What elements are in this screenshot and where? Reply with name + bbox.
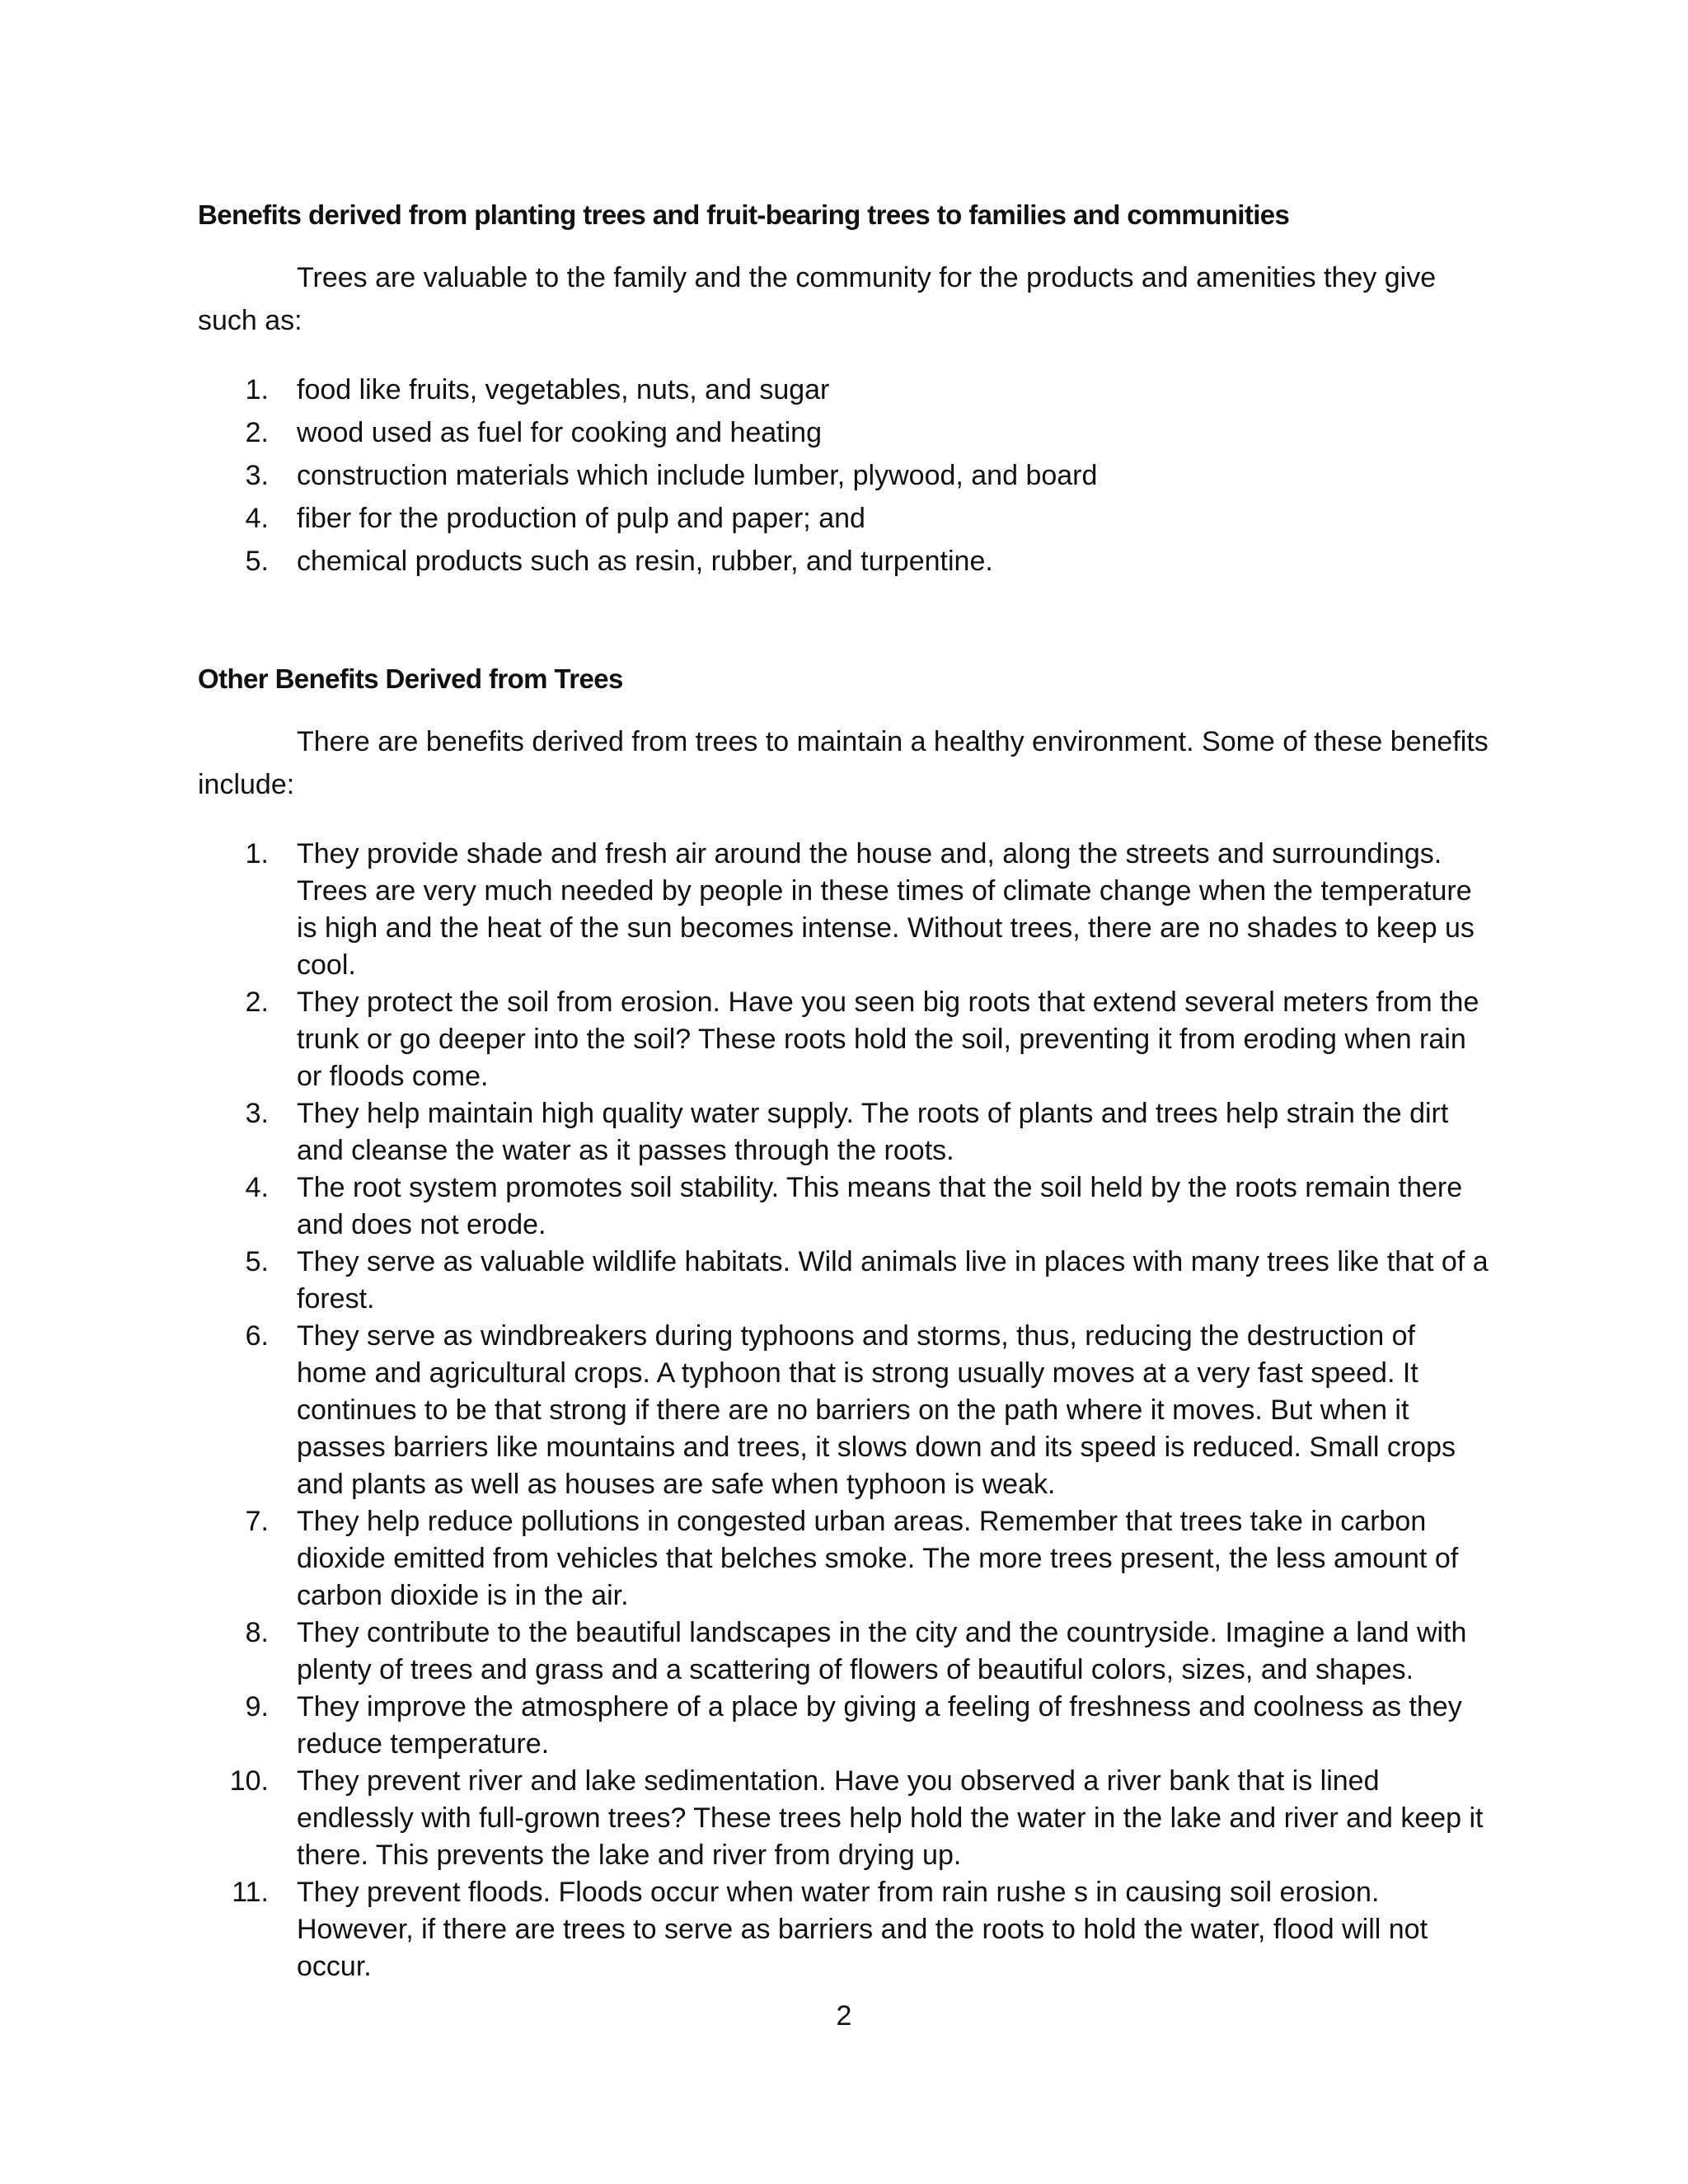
- list-item: [198, 1615, 1490, 1689]
- list-item: [198, 1503, 1490, 1615]
- list-item-number: 8.: [245, 1617, 269, 1648]
- list-item-number: 2.: [245, 417, 269, 448]
- list-item-number: 10.: [229, 1765, 269, 1797]
- list-item: [198, 411, 1490, 454]
- list-item-text: wood used as fuel for cooking and heating: [297, 417, 823, 448]
- list-item-text: They protect the soil from erosion. Have you seen big roots that extend several meters from the trunk or go deeper into the soil? These roots hold the soil, preventing it from eroding when rain or floods come.: [297, 987, 1479, 1092]
- list-item-number: 5.: [245, 546, 269, 577]
- section1-intro: Trees are valuable to the family and the community for the products and amenities they give such as:: [198, 262, 1437, 336]
- list-item-text: The root system promotes soil stability. This means that the soil held by the roots remain there and does not erode.: [297, 1172, 1463, 1240]
- list-item: [198, 1095, 1490, 1169]
- list-item-number: 3.: [245, 460, 269, 491]
- list-item-text: fiber for the production of pulp and paper; and: [297, 503, 865, 534]
- section2-intro: There are benefits derived from trees to maintain a healthy environment. Some of these benefits include:: [198, 726, 1489, 800]
- list-item-text: They serve as windbreakers during typhoons and storms, thus, reducing the destruction of home and agricultural crops. A typhoon that is strong usually moves at a very fast speed. It continues to be that strong if there are no barriers on the path where it moves. But when it passes barriers like mountains and trees, it slows down and its speed is reduced. Small crops and plants as well as houses are safe when typhoon is weak.: [297, 1320, 1456, 1500]
- list-item-number: 1.: [245, 374, 269, 405]
- list-item: [198, 1689, 1490, 1763]
- products-list: [198, 368, 1490, 583]
- list-item-number: 3.: [245, 1098, 269, 1129]
- list-item-number: 2.: [245, 987, 269, 1018]
- list-item-text: They contribute to the beautiful landscapes in the city and the countryside. Imagine a land with plenty of trees and grass and a scattering of flowers of beautiful colors, sizes, and shapes.: [297, 1617, 1467, 1685]
- list-item: [198, 368, 1490, 411]
- list-item-text: They help reduce pollutions in congested urban areas. Remember that trees take in carbon dioxide emitted from vehicles that belches smoke. The more trees present, the less amount of carbon dioxide is in the air.: [297, 1506, 1459, 1611]
- list-item-number: 9.: [245, 1691, 269, 1722]
- list-item-text: They prevent river and lake sedimentation. Have you observed a river bank that is lined endlessly with full-grown trees? These trees help hold the water in the lake and river and keep it there. This prevents the lake and river from drying up.: [297, 1765, 1484, 1871]
- list-item: [198, 540, 1490, 583]
- list-item-number: 7.: [245, 1506, 269, 1537]
- list-item: [198, 1169, 1490, 1244]
- page-content: [198, 196, 1490, 1985]
- list-item-text: They serve as valuable wildlife habitats. Wild animals live in places with many trees like that of a forest.: [297, 1246, 1489, 1315]
- page-number: 2: [836, 2000, 852, 2032]
- list-item-number: 4.: [245, 1172, 269, 1203]
- list-item-text: They prevent floods. Floods occur when water from rain rushe s in causing soil erosion. However, if there are trees to serve as barriers and the roots to hold the water, flood will not occur.: [297, 1877, 1428, 1982]
- list-item: [198, 454, 1490, 497]
- list-item-text: construction materials which include lumber, plywood, and board: [297, 460, 1098, 491]
- list-item: [198, 836, 1490, 984]
- list-item-number: 1.: [245, 838, 269, 869]
- list-item-number: 6.: [245, 1320, 269, 1352]
- list-item: [198, 1318, 1490, 1503]
- list-item-text: food like fruits, vegetables, nuts, and sugar: [297, 374, 830, 405]
- list-item-text: They provide shade and fresh air around the house and, along the streets and surroundings. Trees are very much needed by people in these times of climate change when the temperature is high and the heat of the sun becomes intense. Without trees, there are no shades to keep us cool.: [297, 838, 1475, 981]
- list-item-text: They help maintain high quality water supply. The roots of plants and trees help strain the dirt and cleanse the water as it passes through the roots.: [297, 1098, 1449, 1166]
- list-item-number: 11.: [232, 1877, 269, 1908]
- list-item: [198, 1874, 1490, 1985]
- list-item: [198, 1244, 1490, 1318]
- list-item-number: 4.: [245, 503, 269, 534]
- list-item: [198, 984, 1490, 1095]
- section2-heading: Other Benefits Derived from Trees: [198, 663, 623, 694]
- list-item-number: 5.: [245, 1246, 269, 1277]
- list-item-text: chemical products such as resin, rubber, and turpentine.: [297, 546, 993, 577]
- list-item-text: They improve the atmosphere of a place by giving a feeling of freshness and coolness as they reduce temperature.: [297, 1691, 1462, 1760]
- section1-heading: Benefits derived from planting trees and fruit-bearing trees to families and communities: [198, 199, 1290, 230]
- list-item: [198, 1763, 1490, 1874]
- benefits-list: [198, 836, 1490, 1985]
- list-item: [198, 497, 1490, 540]
